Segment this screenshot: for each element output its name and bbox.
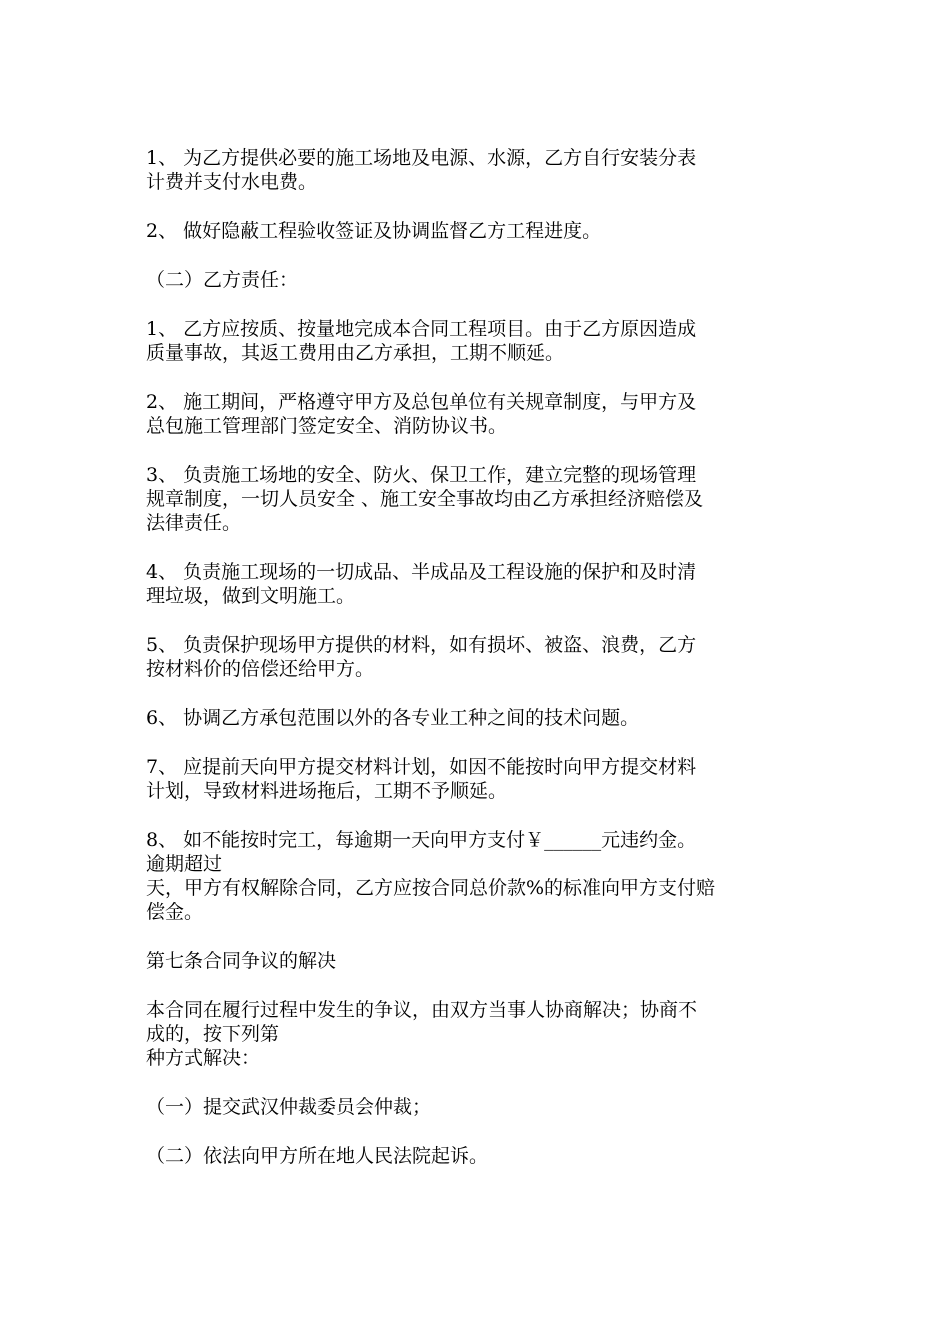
text-line: 5、 负责保护现场甲方提供的材料，如有损坏、被盗、浪费，乙方 [146, 634, 697, 656]
text-line: 成的，按下列第 [146, 1023, 280, 1045]
paragraph [146, 998, 810, 1070]
text-line: 7、 应提前天向甲方提交材料计划，如因不能按时向甲方提交材料 [146, 756, 697, 778]
text-line: 2、 做好隐蔽工程验收签证及协调监督乙方工程进度。 [146, 220, 602, 242]
text-line: 第七条合同争议的解决 [146, 950, 337, 972]
text-line: 3、 负责施工场地的安全、防火、保卫工作，建立完整的现场管理 [146, 464, 697, 486]
text-line: 质量事故，其返工费用由乙方承担，工期不顺延。 [146, 342, 565, 364]
text-line: 种方式解决： [146, 1047, 261, 1069]
paragraph [146, 1144, 810, 1168]
text-line: 8、 如不能按时完工，每逾期一天向甲方支付￥______元违约金。 [146, 829, 697, 851]
text-line: （二）乙方责任： [146, 269, 299, 291]
text-line: 偿金。 [146, 901, 204, 923]
paragraph [146, 317, 810, 365]
text-line: 法律责任。 [146, 512, 242, 534]
paragraph [146, 755, 810, 803]
text-line: 1、 乙方应按质、按量地完成本合同工程项目。由于乙方原因造成 [146, 318, 697, 340]
text-line: 天，甲方有权解除合同，乙方应按合同总价款%的标准向甲方支付赔 [146, 877, 716, 899]
text-line: 计费并支付水电费。 [146, 171, 318, 193]
paragraph [146, 560, 810, 608]
document-page [146, 146, 810, 1193]
text-line: 总包施工管理部门签定安全、消防协议书。 [146, 415, 508, 437]
paragraph [146, 706, 810, 730]
text-line: 2、 施工期间，严格遵守甲方及总包单位有关规章制度，与甲方及 [146, 391, 697, 413]
text-line: 逾期超过 [146, 853, 223, 875]
paragraph [146, 463, 810, 535]
text-line: 本合同在履行过程中发生的争议，由双方当事人协商解决；协商不 [146, 999, 698, 1021]
paragraph [146, 146, 810, 194]
text-line: 6、 协调乙方承包范围以外的各专业工种之间的技术问题。 [146, 707, 640, 729]
paragraph [146, 828, 810, 924]
paragraph [146, 1095, 810, 1119]
paragraph [146, 390, 810, 438]
text-line: 按材料价的倍偿还给甲方。 [146, 658, 375, 680]
paragraph [146, 633, 810, 681]
text-line: （一）提交武汉仲裁委员会仲裁； [146, 1096, 432, 1118]
text-line: 4、 负责施工现场的一切成品、半成品及工程设施的保护和及时清 [146, 561, 697, 583]
text-line: （二）依法向甲方所在地人民法院起诉。 [146, 1145, 489, 1167]
text-line: 规章制度，一切人员安全 、施工安全事故均由乙方承担经济赔偿及 [146, 488, 704, 510]
text-line: 理垃圾，做到文明施工。 [146, 585, 356, 607]
paragraph [146, 268, 810, 292]
paragraph [146, 949, 810, 973]
text-line: 1、 为乙方提供必要的施工场地及电源、水源，乙方自行安装分表 [146, 147, 697, 169]
paragraph [146, 219, 810, 243]
text-line: 计划，导致材料进场拖后，工期不予顺延。 [146, 780, 508, 802]
